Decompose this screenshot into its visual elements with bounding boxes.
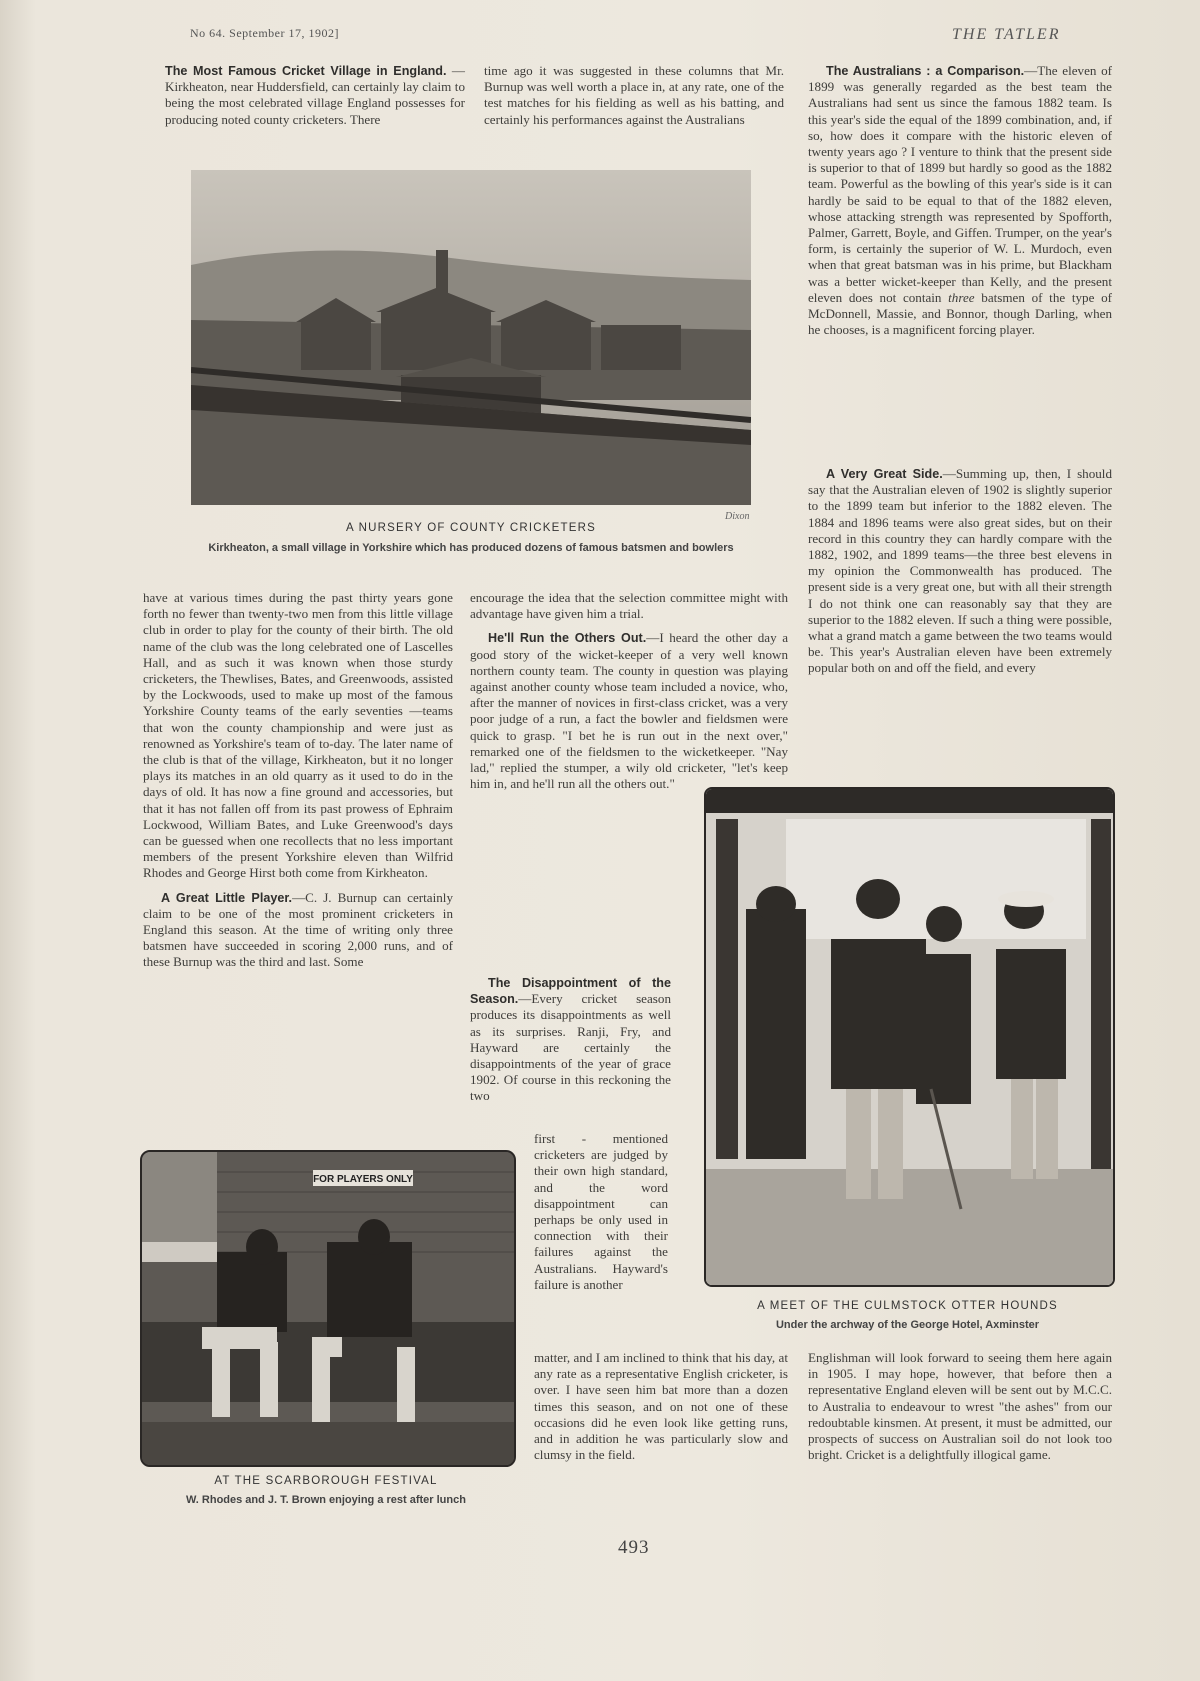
article-disappointment-narrow [534, 1131, 668, 1301]
photo-title: A MEET OF THE CULMSTOCK OTTER HOUNDS [757, 1300, 1058, 1312]
players-only-sign: FOR PLAYERS ONLY [313, 1174, 413, 1185]
paragraph-text: —Summing up, then, I should say that the Australian eleven of 1902 is slightly superior to the 1899 team but inferior to the 1882 eleven. The 1884 and 1896 teams were also great sides, but on their record in this country they can hardly compare with the 1882, 1902, and 1899 teams—the three best elevens in my opinion the Commonwealth has produced. The present side is a very great one, but with all their strength I do not think one can reasonably say that they are superior to the 1882 eleven. If such a thing were possible, what a grand match a game between the two teams would be. This year's Australian eleven have been extremely popular both on and off the field, and every [808, 466, 1112, 676]
section-heading: A Very Great Side. [826, 467, 943, 481]
paragraph-text-cont: batsmen of the type of McDonnell, Massie, and Bonnor, though Darling, when he chooses, is a magnificent forcing player. [808, 289, 1112, 338]
paragraph-text: first - mentioned cricketers are judged by their own high standard, and the word disappointment can perhaps be only used in connection with their failures against the Australians. Hayward's failure is another [534, 1131, 668, 1292]
section-heading: A Great Little Player. [161, 890, 293, 905]
article-burnup-continued [484, 63, 784, 136]
paragraph-text: Englishman will look forward to seeing them here again in 1905. I may hope, however, that before then a representative England eleven will be sent out by M.C.C. to Australia to endeavour to wrest "the ashes" from our redoubtable kinsmen. At present, it must be admitted, our prospects of success on Australian soil do not look too bright. Cricket is a delightfully illogical game. [808, 1350, 1112, 1463]
paragraph-text: —C. J. Burnup can certainly claim to be one of the most prominent cricketers in England this season. At the time of writing only three batsmen have succeeded in scoring 2,000 runs, and of these Burnup was the third and last. Some [143, 889, 453, 970]
paragraph-text: —I heard the other day a good story of the wicket-keeper of a very well known northern county team. The county in question was playing against another county whose team included a novice, who, after the manner of novices in first-class cricket, was a very poor judge of a run, a fact the bowler and fieldsmen were quick to grasp. "I bet he is run out in the next over," remarked one of the fieldsmen to the wicketkeeper. "Nay lad," replied the stumper, a wily old cricketer, "let's keep him in, and he'll run all the others out." [470, 630, 788, 792]
article-hayward-continued [534, 1350, 788, 1471]
section-heading: The Most Famous Cricket Village in England. [165, 64, 447, 78]
paragraph-text: time ago it was suggested in these columns that Mr. Burnup was well worth a place in, at any rate, one of the test matches for his fielding as well as his batting, and certainly his performances against the Australians [484, 63, 784, 127]
article-ashes-closing [808, 1350, 1112, 1471]
photo-caption: Kirkheaton, a small village in Yorkshire which has produced dozens of famous batsmen and bowlers [208, 542, 734, 554]
issue-header: No 64. September 17, 1902] [190, 26, 339, 40]
article-australians-comparison [808, 63, 1112, 346]
article-cricket-village [165, 63, 465, 136]
article-disappointment [470, 975, 671, 1113]
otter-hounds-photo [704, 787, 1115, 1287]
article-run-others-out [470, 590, 788, 800]
paragraph-text: matter, and I am inclined to think that his day, at any rate as a representative English cricketer, is over. I have seen him bat more than a dozen times this season, and on not one of these occasions did he even look like getting runs, and in addition he was particularly slow and clumsy in the field. [534, 1350, 788, 1463]
paragraph-text: —Every cricket season produces its disappointments as well as its surprises. Ranji, Fry, and Hayward are certainly the disappointments of the year of grace 1902. Of course in this reckoning the two [470, 991, 671, 1104]
article-very-great-side [808, 466, 1112, 685]
section-heading: He'll Run the Others Out. [488, 631, 647, 646]
photo-title: AT THE SCARBOROUGH FESTIVAL [214, 1475, 438, 1487]
paragraph-text: have at various times during the past thirty years gone forth no fewer than twenty-two men from this little village club in order to play for the county of their birth. The old name of the club was the long celebrated one of Lascelles Hall, and as such it was known when those sturdy cricketers, the Thewlises, Bates, and Greenwoods, assisted by the Lockwoods, used to make up most of the famous Yorkshire County teams of the early seventies —teams that won the county championship and were just as renowned as Yorkshire's team of to-day. The later name of the club is that of the village, Kirkheaton, but it no longer plays its matches in an old quarry as it used to do in the days of old. It has now a fine ground and accessories, but that it has not fallen off from its past prowess of Ephraim Lockwood, William Bates, and Luke Greenwood's days can be guessed when one recollects that no less important members of the present Yorkshire eleven than Wilfrid Rhodes and George Hirst both come from Kirkheaton. [143, 590, 453, 881]
photo-caption: W. Rhodes and J. T. Brown enjoying a rest after lunch [186, 1494, 466, 1506]
paragraph-text: —The eleven of 1899 was generally regarded as the best team the Australians had sent us since the famous 1882 team. Is this year's side the equal of the 1899 combination, and, if so, how does it compare with the historic eleven of twenty years ago ? I venture to think that the present side is superior to that of 1899 but hardly so good as the 1882 team. Powerful as the bowling of this year's side is it can hardly be said to be equal to that of the 1882 eleven, whose attacking strength was represented by Spofforth, Palmer, Garrett, Boyle, and Giffen. Trumper, on the year's form, is certainly the superior of W. L. Murdoch, even when that great batsman was in his prime, but Blackham was a better wicket-keeper than Kelly, and the present eleven does not contain [808, 63, 1112, 305]
scarborough-photo [140, 1150, 516, 1467]
page-number: 493 [618, 1537, 650, 1558]
village-photo-image [191, 170, 751, 505]
village-photo [191, 170, 751, 505]
section-heading: The Disappointment of the Season. [470, 976, 671, 1007]
section-heading: The Australians : a Comparison. [826, 64, 1025, 78]
emphasis-text: three [948, 289, 975, 305]
scarborough-image [142, 1152, 514, 1465]
magazine-title: THE TATLER [952, 26, 1061, 43]
article-kirkheaton-continued [143, 590, 453, 979]
photo-credit: Dixon [725, 511, 750, 522]
paragraph-text: encourage the idea that the selection committee might with advantage have given him a trial. [470, 590, 788, 622]
otter-hounds-image [706, 789, 1113, 1285]
paragraph-text: — Kirkheaton, near Huddersfield, can certainly lay claim to being the most celebrated village England possesses for producing noted county cricketers. There [165, 63, 465, 127]
photo-caption: Under the archway of the George Hotel, Axminster [775, 1319, 1040, 1331]
photo-title: A NURSERY OF COUNTY CRICKETERS [345, 522, 597, 534]
